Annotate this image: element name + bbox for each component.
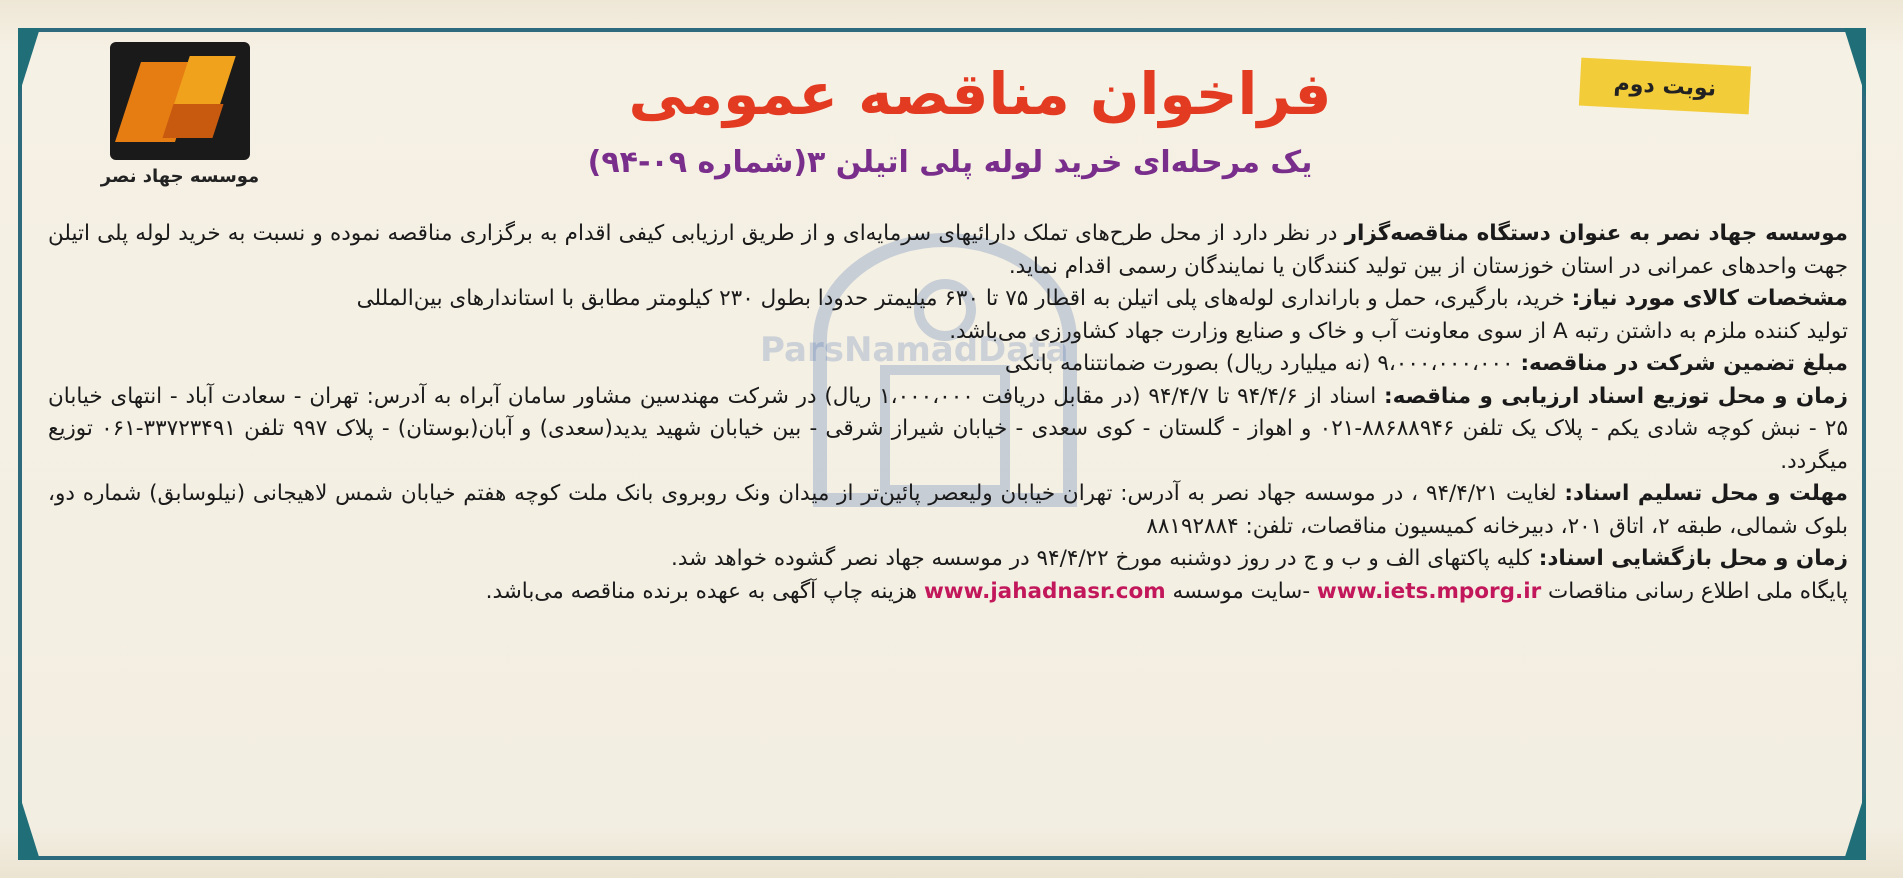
corner-ornament <box>18 790 40 860</box>
organization-logo <box>100 42 260 187</box>
opening-paragraph: زمان و محل بازگشایی اسناد: کلیه پاکتهای الف و ب و ج در روز دوشنبه مورخ ۹۴/۴/۲۲ در موسسه جهاد نصر گشوده خواهد شد. <box>671 546 1848 571</box>
corner-ornament <box>1844 790 1866 860</box>
goods-spec-paragraph: مشخصات کالای مورد نیاز: خرید، بارگیری، حمل و بارانداری لوله‌های پلی اتیلن به اقطار ۷۵ تا ۶۳۰ میلیمتر حدودا بطول ۲۳۰ کیلومتر مطابق با استاندارهای بین‌المللی <box>356 286 1848 311</box>
producer-requirement-paragraph: تولید کننده ملزم به داشتن رتبه A از سوی معاونت آب و خاک و صنایع وزارت جهاد کشاورزی می‌باشد. <box>949 318 1848 344</box>
logo-icon <box>110 42 250 160</box>
round-badge: نوبت دوم <box>1579 58 1751 115</box>
ad-body <box>48 218 1848 608</box>
jahadnasr-link[interactable]: www.jahadnasr.com <box>923 578 1166 604</box>
submission-deadline-paragraph: مهلت و محل تسلیم اسناد: لغایت ۹۴/۴/۲۱ ، در موسسه جهاد نصر به آدرس: تهران خیابان ولیعصر پائین‌تر از میدان ونک روبروی بانک ملت کوچه هفتم خیابان شمس لاهیجانی (نیلوسابق) شماره دو، بلوک شمالی، طبقه ۲، اتاق ۲۰۱، دبیرخانه کمیسیون مناقصات، تلفن: ۸۸۱۹۲۸۸۴ <box>48 481 1848 539</box>
corner-ornament <box>1844 28 1866 98</box>
document-distribution-paragraph: زمان و محل توزیع اسناد ارزیابی و مناقصه: اسناد از ۹۴/۴/۶ تا ۹۴/۴/۷ (در مقابل دریافت ۱،۰۰۰،۰۰۰ ریال) در شرکت مهندسین مشاور سامان آبراه به آدرس: تهران - سعادت آباد - انتهای خیابان ۲۵ - نبش کوچه شادی یکم - پلاک یک تلفن ۸۸۶۸۸۹۴۶-۰۲۱ و اهواز - گلستان - کوی سعدی - خیابان شیراز شرقی - بین خیابان شهید یدید(سعدی) و آبان(بوستان) - پلاک ۹۹۷ تلفن ۳۳۷۲۳۴۹۱-۰۶۱ توزیع میگردد. <box>48 383 1849 474</box>
ad-subtitle: یک مرحله‌ای خرید لوله پلی اتیلن ۳(شماره ۰۹-۹۴) <box>587 145 1313 180</box>
intro-paragraph: موسسه جهاد نصر به عنوان دستگاه مناقصه‌گزار در نظر دارد از محل طرح‌های تملک دارائیهای سرمایه‌ای و از طریق ارزیابی کیفی اقدام به برگزاری مناقصه نموده و نسبت به خرید لوله پلی اتیلن جهت واحدهای عمرانی در استان خوزستان از بین تولید کنندگان یا نمایندگان رسمی اقدام نماید. <box>48 221 1848 279</box>
ad-title: فراخوان مناقصه عمومی <box>628 60 1332 128</box>
websites-paragraph: پایگاه ملی اطلاع رسانی مناقصات www.iets.mporg.ir -سایت موسسه www.jahadnasr.com هزینه چاپ آگهی به عهده برنده مناقصه می‌باشد. <box>485 578 1848 604</box>
watermark-text: ParsNamadData <box>760 330 1069 370</box>
guarantee-paragraph: مبلغ تضمین شرکت در مناقصه: ۹،۰۰۰،۰۰۰،۰۰۰ (نه میلیارد ریال) بصورت ضمانتنامه بانکی <box>1004 351 1848 376</box>
iets-link[interactable]: www.iets.mporg.ir <box>1316 578 1542 604</box>
corner-ornament <box>18 28 40 98</box>
logo-caption: موسسه جهاد نصر <box>100 166 260 187</box>
